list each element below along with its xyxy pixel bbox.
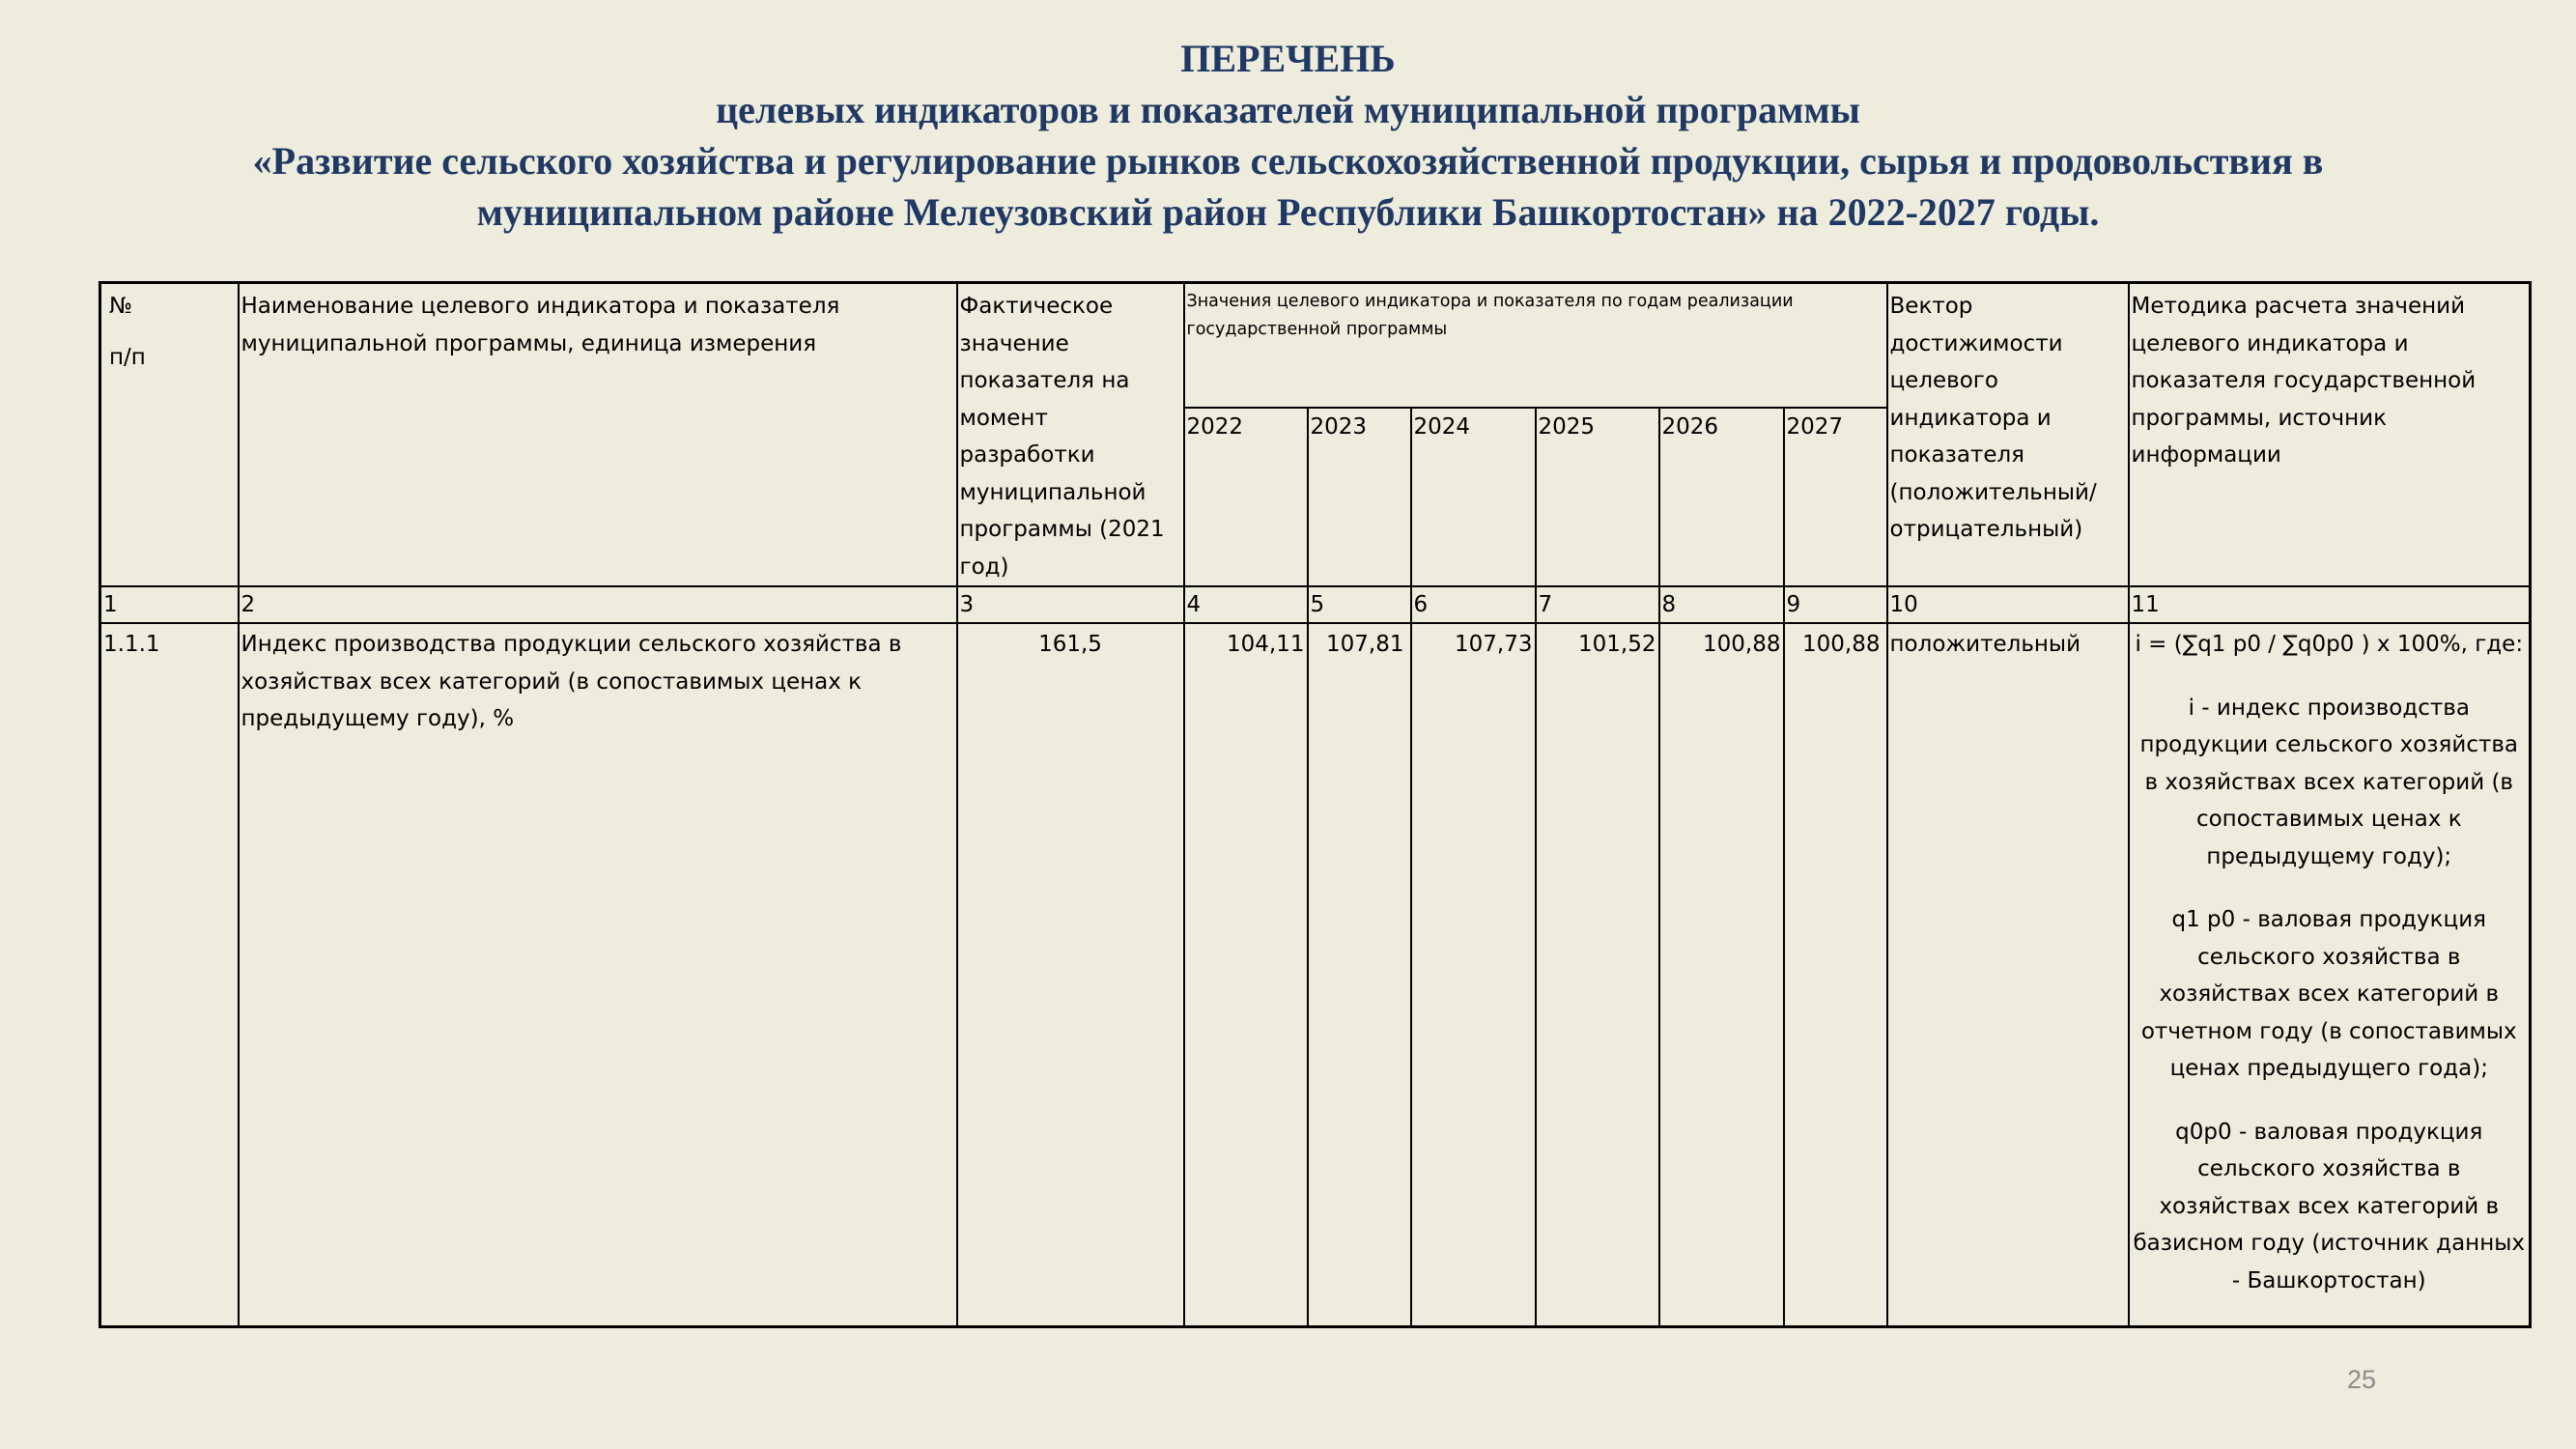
table-row: [100, 623, 2531, 1327]
colnum-11: 11: [2129, 586, 2531, 623]
header-year-2025: 2025: [1536, 408, 1659, 586]
colnum-8: 8: [1659, 586, 1784, 623]
row-value-2022: 104,11: [1184, 623, 1308, 1327]
header-name: Наименование целевого индикатора и показателя муниципальной программы, единица измерения: [239, 283, 957, 587]
title-block: [0, 33, 2576, 238]
row-num: 1.1.1: [100, 623, 239, 1327]
method-formula: i = (∑q1 p0 / ∑q0p0 ) x 100%, где:: [2135, 632, 2524, 657]
row-value-2027: 100,88: [1784, 623, 1887, 1327]
row-actual: 161,5: [957, 623, 1184, 1327]
colnum-2: 2: [239, 586, 957, 623]
header-year-2023: 2023: [1308, 408, 1411, 586]
page-number: 25: [2346, 1365, 2377, 1394]
colnum-10: 10: [1887, 586, 2129, 623]
header-num-line1: №: [109, 294, 132, 319]
title-line-1: ПЕРЕЧЕНЬ: [1180, 37, 1396, 80]
colnum-3: 3: [957, 586, 1184, 623]
row-name: Индекс производства продукции сельского хозяйства в хозяйствах всех категорий (в сопоставимых ценах к предыдущему году), %: [239, 623, 957, 1327]
header-year-2026: 2026: [1659, 408, 1784, 586]
row-value-2025: 101,52: [1536, 623, 1659, 1327]
header-years-group: Значения целевого индикатора и показателя по годам реализации государственной программы: [1184, 283, 1887, 409]
colnum-1: 1: [100, 586, 239, 623]
method-desc-q1p0: q1 p0 - валовая продукция сельского хозяйства в хозяйствах всех категорий в отчетном году (в сопоставимых ценах предыдущего года);: [2140, 907, 2517, 1081]
header-method: Методика расчета значений целевого индикатора и показателя государственной программы, источник информации: [2129, 283, 2531, 587]
header-year-2027: 2027: [1784, 408, 1887, 586]
colnum-9: 9: [1784, 586, 1887, 623]
title-line-4: муниципальном районе Мелеузовский район Республики Башкортостан» на 2022-2027 годы.: [476, 190, 2100, 234]
method-desc-q0p0: q0p0 - валовая продукция сельского хозяйства в хозяйствах всех категорий в базисном году (источник данных - Башкортостан): [2133, 1119, 2526, 1293]
colnum-6: 6: [1411, 586, 1536, 623]
row-vector: положительный: [1887, 623, 2129, 1327]
title-line-2: целевых индикаторов и показателей муниципальной программы: [716, 88, 1860, 131]
header-actual: Фактическое значение показателя на момент разработки муниципальной программы (2021 год): [957, 283, 1184, 587]
header-num: [100, 283, 239, 587]
column-numbers-row: [100, 586, 2531, 623]
indicators-table: [99, 281, 2532, 1328]
title-line-3: «Развитие сельского хозяйства и регулирование рынков сельскохозяйственной продукции, сырья и продовольствия в: [252, 139, 2324, 183]
colnum-5: 5: [1308, 586, 1411, 623]
row-method: [2129, 623, 2531, 1327]
header-vector: Вектор достижимости целевого индикатора и показателя (положительный/ отрицательный): [1887, 283, 2129, 587]
header-year-2024: 2024: [1411, 408, 1536, 586]
method-desc-i: i - индекс производства продукции сельского хозяйства в хозяйствах всех категорий (в сопоставимых ценах к предыдущему году);: [2139, 695, 2519, 869]
colnum-4: 4: [1184, 586, 1308, 623]
header-num-line2: п/п: [109, 345, 146, 370]
header-year-2022: 2022: [1184, 408, 1308, 586]
colnum-7: 7: [1536, 586, 1659, 623]
row-value-2024: 107,73: [1411, 623, 1536, 1327]
row-value-2023: 107,81: [1308, 623, 1411, 1327]
row-value-2026: 100,88: [1659, 623, 1784, 1327]
